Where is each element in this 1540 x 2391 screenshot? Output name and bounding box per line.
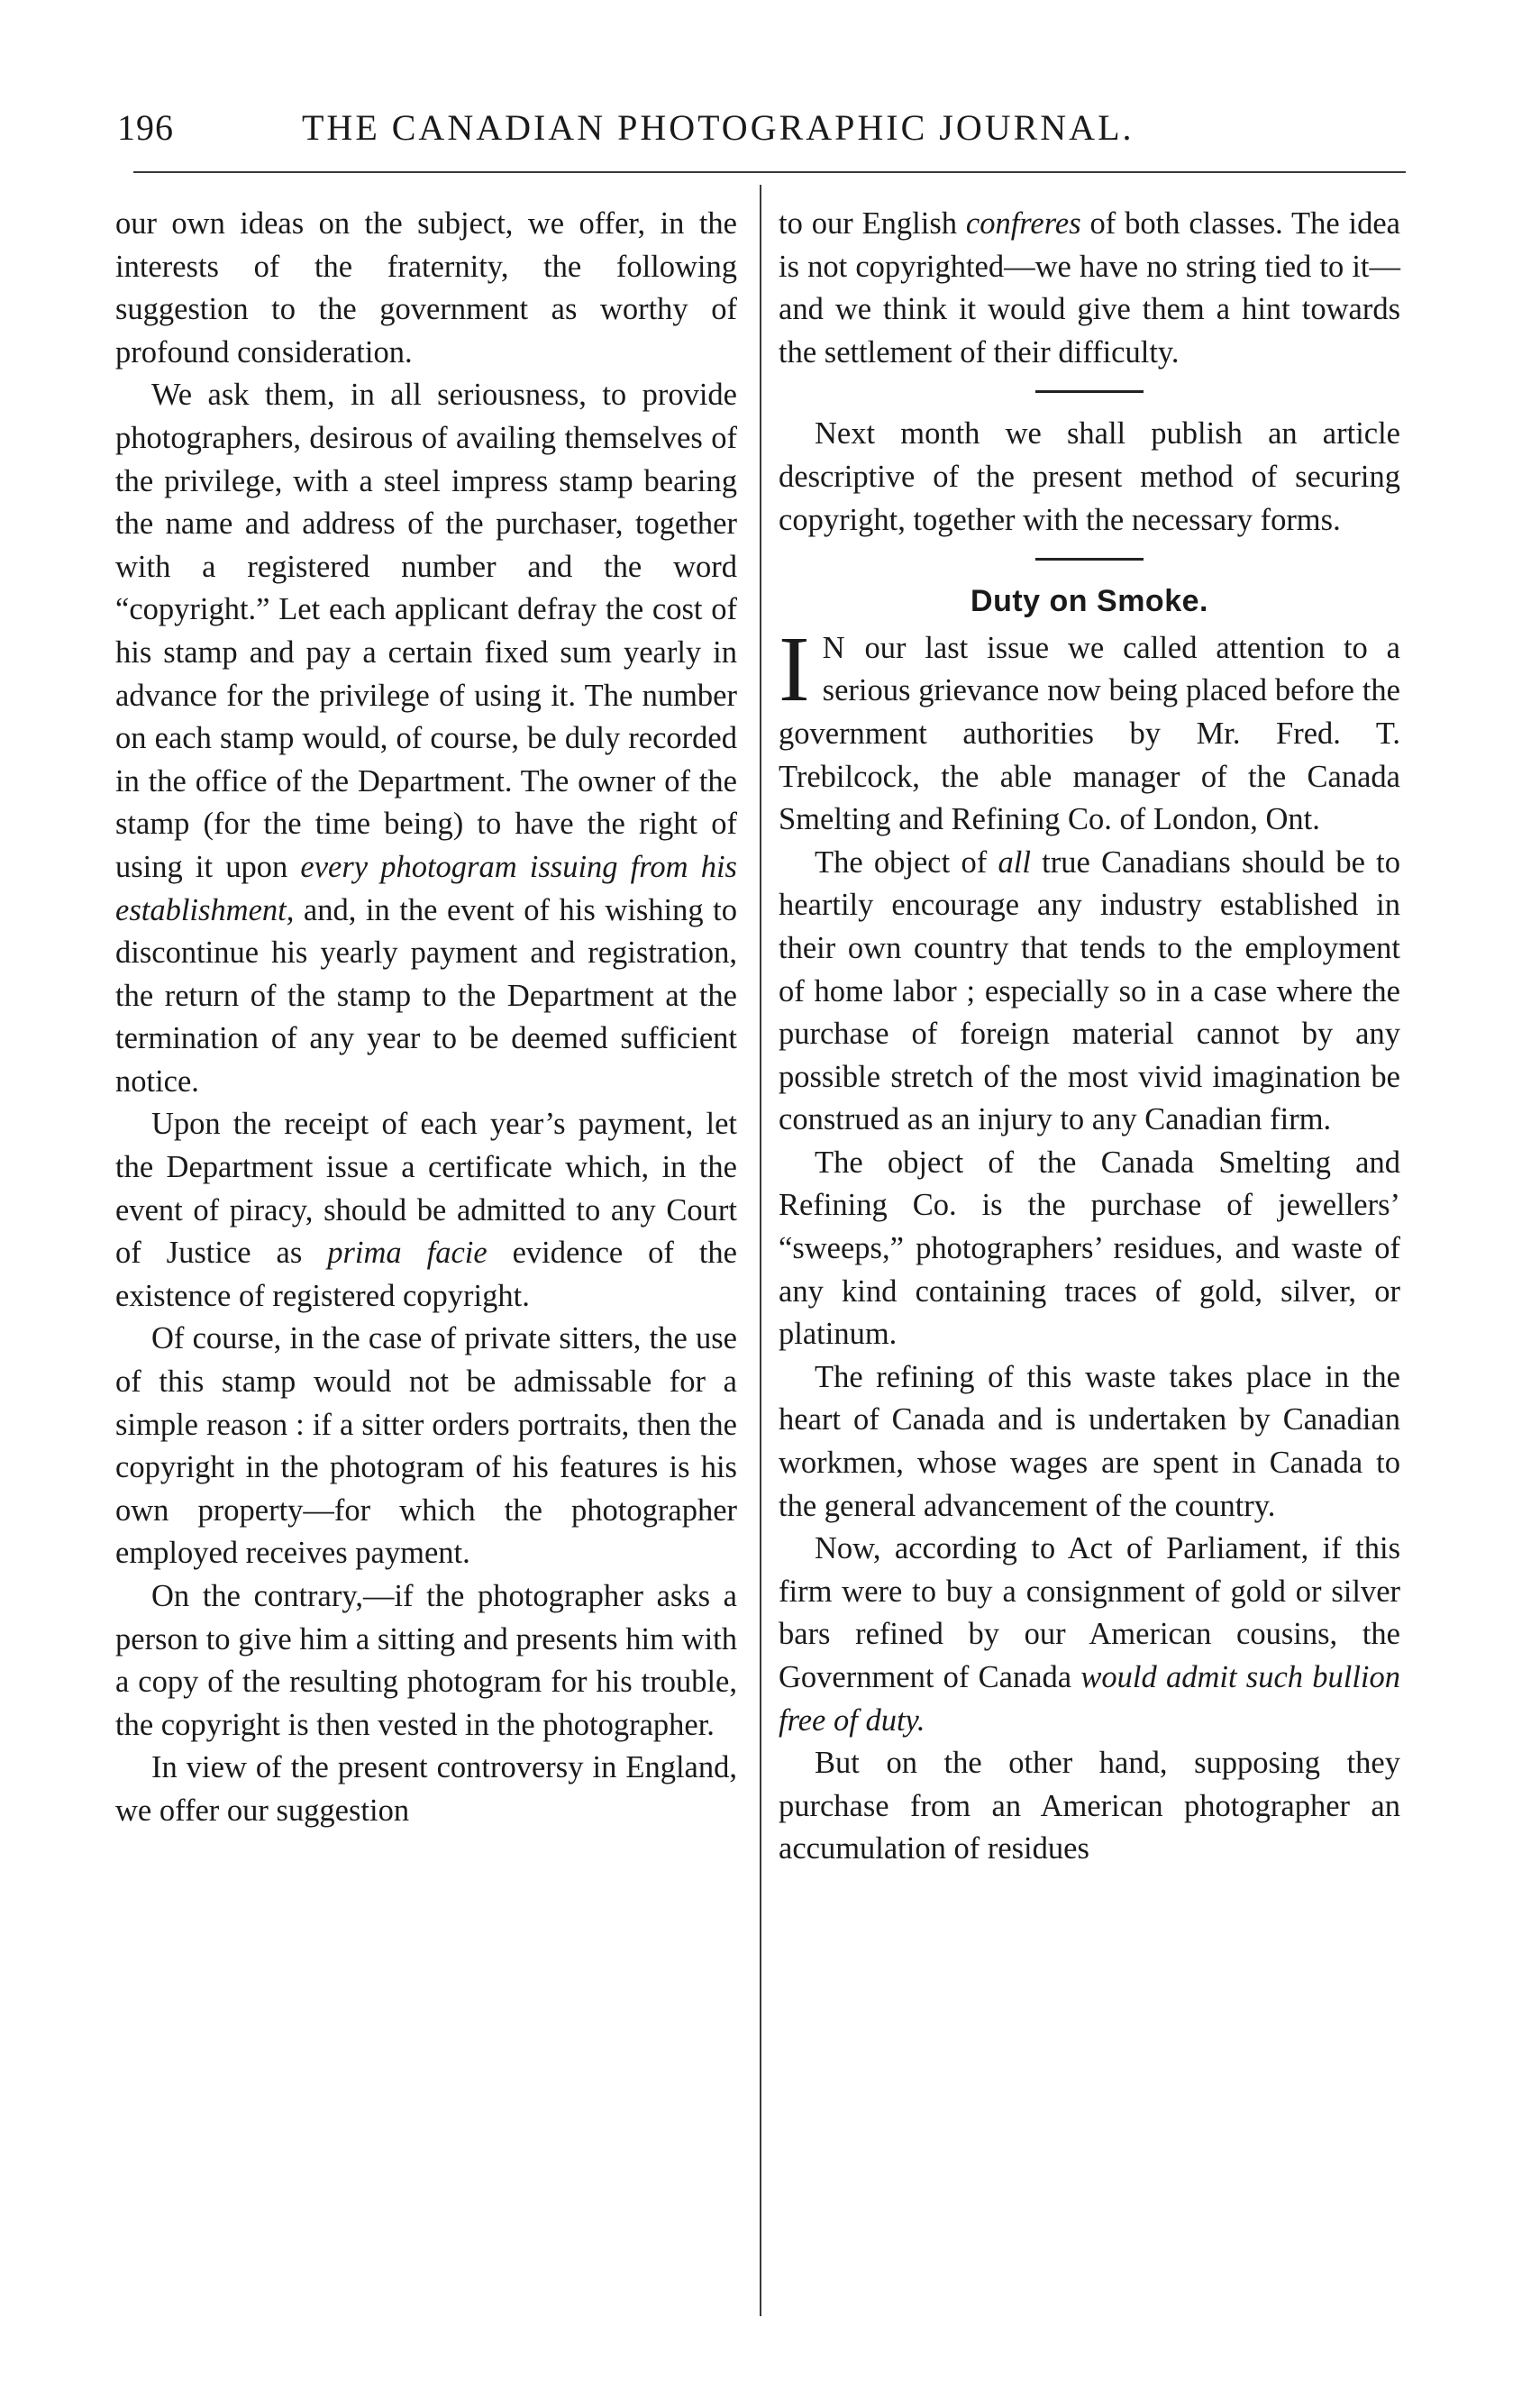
paragraph-text: and, in the event of his wishing to discontinue his yearly payment and registration, the return of the stamp to the Department at the termination of any year to be deemed sufficient notice. xyxy=(115,892,737,1099)
italic-text: confreres xyxy=(965,206,1081,241)
paragraph xyxy=(779,203,1400,374)
paragraph-text: The refining of this waste takes place in the heart of Canada and is undertaken by Canadian workmen, whose wages are spent in Canada to the general advancement of the country. xyxy=(779,1359,1400,1523)
paragraph xyxy=(115,203,737,374)
paragraph-text: In view of the present controversy in England, we offer our suggestion xyxy=(115,1750,737,1828)
left-column xyxy=(115,203,737,1833)
paragraph xyxy=(779,1528,1400,1742)
paragraph-text: But on the other hand, supposing they purchase from an American photographer an accumulation of residues xyxy=(779,1746,1400,1866)
italic-text: would admit such bullion free of duty. xyxy=(779,1660,1400,1738)
paragraph xyxy=(779,842,1400,1142)
paragraph-text: On the contrary,—if the photographer asks a person to give him a sitting and presents him with a copy of the resulting photogram for his trouble, the copyright is then vested in the photographer. xyxy=(115,1579,737,1742)
drop-cap: I xyxy=(779,616,810,721)
running-head: THE CANADIAN PHOTOGRAPHIC JOURNAL. xyxy=(302,107,1134,148)
paragraph-text: to our English xyxy=(779,206,966,241)
paragraph-text: Next month we shall publish an article descriptive of the present method of securing copyright, together with the necessary forms. xyxy=(779,416,1400,537)
page-header xyxy=(117,106,1406,160)
header-rule xyxy=(133,171,1406,173)
section-divider xyxy=(1035,390,1144,393)
paragraph-text: The object of the Canada Smelting and Refining Co. is the purchase of jewellers’ “sweeps,” photographers’ residues, and waste of any kind containing traces of gold, silver, or platinum. xyxy=(779,1145,1400,1352)
page-number: 196 xyxy=(117,107,174,148)
right-column xyxy=(779,203,1400,1871)
paragraph xyxy=(115,1103,737,1318)
paragraph-text: our own ideas on the subject, we offer, in the interests of the fraternity, the following suggestion to the government as worthy of profound consideration. xyxy=(115,206,737,370)
paragraph xyxy=(779,1742,1400,1871)
italic-text: every photogram issuing from his establishment, xyxy=(115,849,737,927)
paragraph xyxy=(779,413,1400,542)
paragraph xyxy=(115,1575,737,1747)
first-word: N xyxy=(822,630,846,665)
paragraph xyxy=(115,1318,737,1575)
paragraph xyxy=(779,1356,1400,1528)
column-divider xyxy=(760,185,761,2316)
paragraph-text: Now, according to Act of Parliament, if this firm were to buy a consignment of gold or silver bars refined by our American cousins, the Government of Canada xyxy=(779,1531,1400,1694)
paragraph-text: our last issue we called attention to a serious grievance now being placed before the government authorities by Mr. Fred. T. Trebilcock, the able manager of the Canada Smelting and Refining Co. of London, Ont. xyxy=(779,630,1400,837)
paragraph-text: We ask them, in all seriousness, to provide photographers, desirous of availing themselves of the privilege, with a steel impress stamp bearing the name and address of the purchaser, together with a registered number and the word “copyright.” Let each applicant defray the cost of his stamp and pay a certain fixed sum yearly in advance for the privilege of using it. The number on each stamp would, of course, be duly recorded in the office of the Department. The owner of the stamp (for the time being) to have the right of using it upon xyxy=(115,378,737,884)
paragraph-text: evidence of the existence of registered copyright. xyxy=(115,1236,737,1313)
paragraph-text: of both classes. The idea is not copyrighted—we have no string tied to it—and we think it would give them a hint towards the settlement of their difficulty. xyxy=(779,206,1400,370)
italic-text: all xyxy=(998,844,1031,880)
paragraph xyxy=(115,374,737,1103)
italic-text: prima facie xyxy=(327,1236,488,1271)
paragraph xyxy=(115,1747,737,1832)
paragraph-text: The object of xyxy=(815,844,998,880)
paragraph-text: true Canadians should be to heartily encourage any industry established in their own country that tends to the employment of home labor ; especially so in a case where the purchase of foreign material cannot by any possible stretch of the most vivid imagination be construed as an injury to any Canadian firm. xyxy=(779,844,1401,1137)
paragraph xyxy=(779,616,1400,842)
paragraph-text: Of course, in the case of private sitters, the use of this stamp would not be admissable for a simple reason : if a sitter orders portraits, then the copyright in the photogram of his features is his own property—for which the photographer employed receives payment. xyxy=(115,1321,737,1571)
section-title: Duty on Smoke. xyxy=(970,584,1208,619)
paragraph xyxy=(779,1142,1400,1356)
section-divider xyxy=(1035,558,1144,561)
paragraph-text: Upon the receipt of each year’s payment, let the Department issue a certificate which, in the event of piracy, should be admitted to any Court of Justice as xyxy=(115,1107,737,1271)
